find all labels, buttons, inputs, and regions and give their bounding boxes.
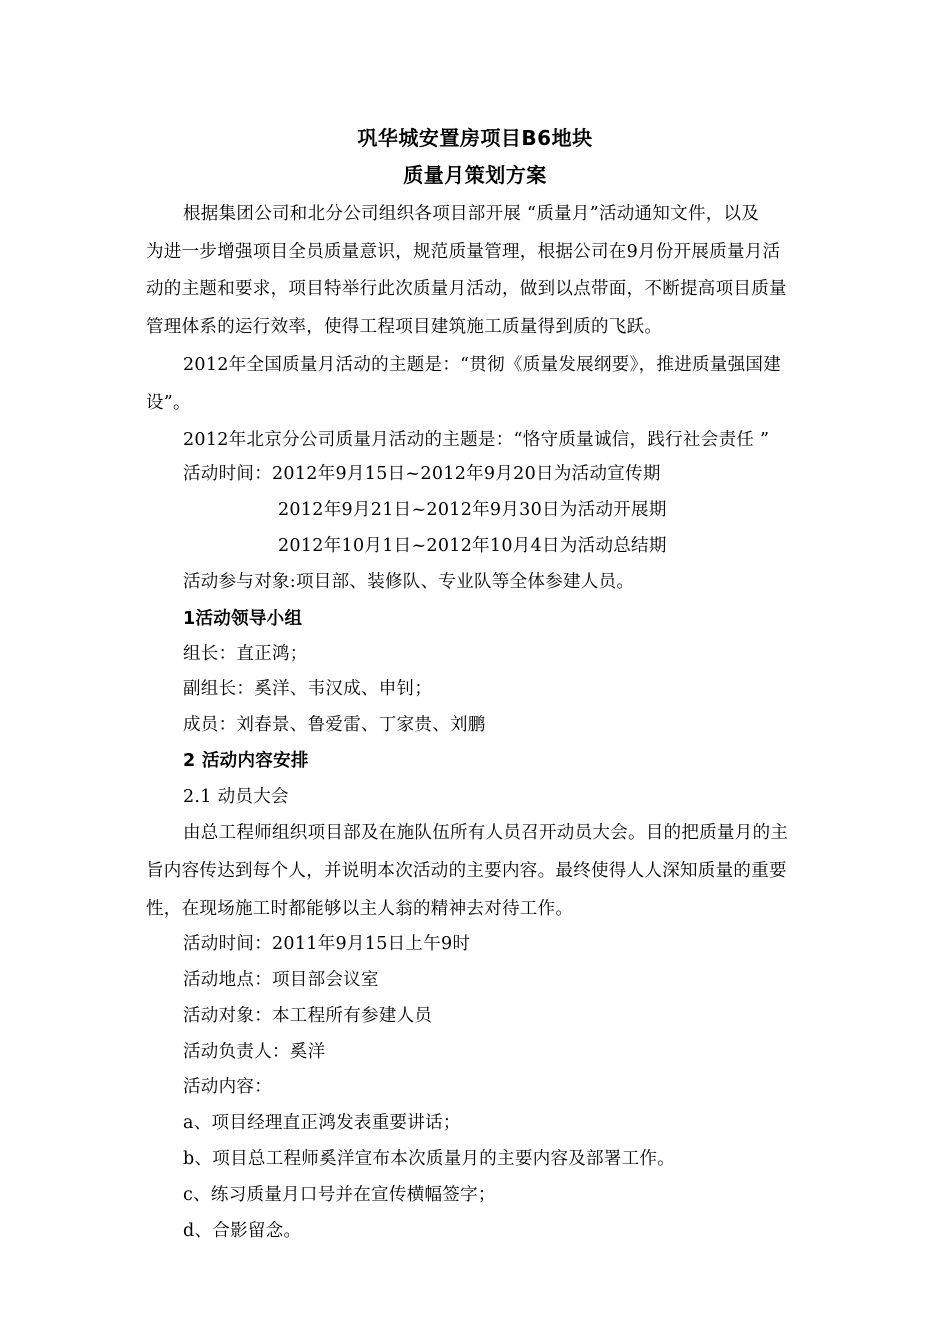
section2-item-b: b、项目总工程师奚洋宣布本次质量月的主要内容及部署工作。 [183,1149,676,1169]
section1-heading: 1活动领导小组 [183,609,303,629]
document-title-line1: 巩华城安置房项目B6地块 [357,126,593,150]
schedule-line-3: 2012年10月1日~2012年10月4日为活动总结期 [278,536,667,556]
section2-heading: 2 活动内容安排 [183,751,309,771]
section2-audience: 活动对象：本工程所有参建人员 [183,1006,433,1026]
section2-item-a: a、项目经理直正鸿发表重要讲话； [183,1113,461,1133]
document-title-line2: 质量月策划方案 [403,163,547,187]
intro-line-2: 为进一步增强项目全员质量意识，规范质量管理，根据公司在9月份开展质量月活 [146,242,781,262]
section2-item-c: c、练习质量月口号并在宣传横幅签字； [183,1185,496,1205]
section2-owner: 活动负责人：奚洋 [183,1042,326,1062]
theme-national-line-1: 2012年全国质量月活动的主题是：“贯彻《质量发展纲要》，推进质量强国建 [183,355,782,375]
section2-subheading: 2.1 动员大会 [183,787,289,807]
section1-leader: 组长：直正鸿； [183,644,308,664]
intro-line-3: 动的主题和要求，项目特举行此次质量月活动，做到以点带面，不断提高项目质量 [146,279,787,299]
participants: 活动参与对象:项目部、装修队、专业队等全体参建人员。 [183,572,635,592]
section2-description-line-3: 性，在现场施工时都能够以主人翁的精神去对待工作。 [146,899,574,919]
section2-time: 活动时间：2011年9月15日上午9时 [183,934,471,954]
section2-item-d: d、合影留念。 [183,1221,302,1241]
schedule-line-2: 2012年9月21日~2012年9月30日为活动开展期 [278,500,667,520]
schedule-line-1: 活动时间：2012年9月15日~2012年9月20日为活动宣传期 [183,464,661,484]
section2-description-line-2: 旨内容传达到每个人，并说明本次活动的主要内容。最终使得人人深知质量的重要 [146,861,787,881]
intro-line-4: 管理体系的运行效率，使得工程项目建筑施工质量得到质的飞跃。 [146,317,663,337]
theme-beijing: 2012年北京分公司质量月活动的主题是：“恪守质量诚信，践行社会责任 ” [183,430,770,450]
section2-location: 活动地点：项目部会议室 [183,970,379,990]
intro-line-1: 根据集团公司和北分公司组织各项目部开展 “质量月”活动通知文件，以及 [183,204,760,224]
theme-national-line-2: 设”。 [146,393,191,413]
section1-deputy: 副组长：奚洋、韦汉成、申钊； [183,679,433,699]
section2-content-label: 活动内容： [183,1077,272,1097]
section2-description-line-1: 由总工程师组织项目部及在施队伍所有人员召开动员大会。目的把质量月的主 [183,823,789,843]
section1-members: 成员：刘春景、鲁爱雷、丁家贵、刘鹏 [183,715,486,735]
